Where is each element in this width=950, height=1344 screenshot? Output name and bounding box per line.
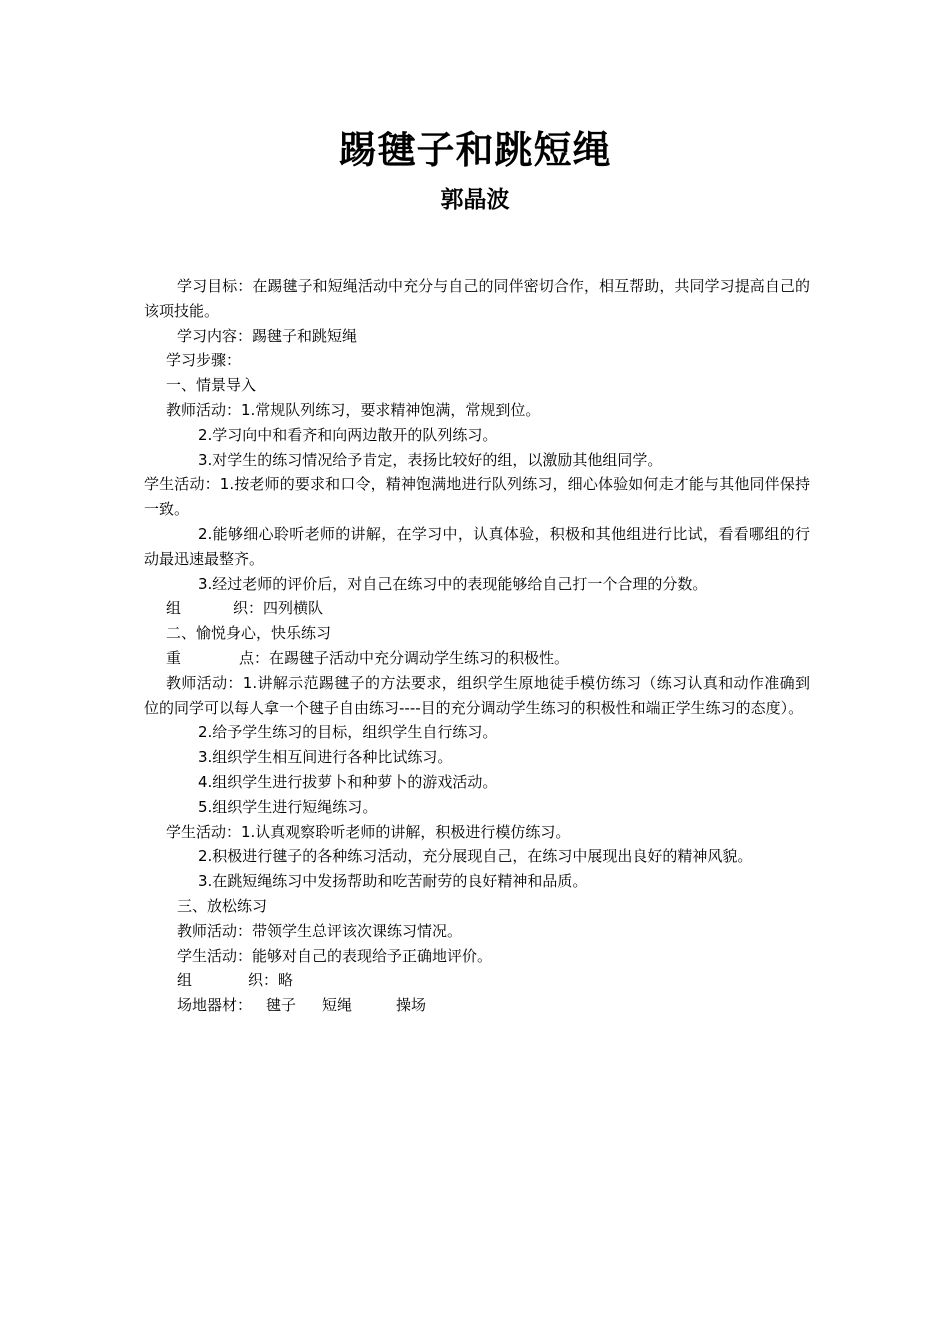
student-activity: 学生活动：能够对自己的表现给予正确地评价。 — [177, 946, 493, 965]
document-author: 郭晶波 — [440, 187, 510, 213]
organization-line — [144, 596, 810, 621]
teacher-activity-item: 5.组织学生进行短绳练习。 — [198, 797, 378, 816]
organization-line — [144, 968, 810, 993]
learning-goal: 学习目标：在踢毽子和短绳活动中充分与自己的同伴密切合作，相互帮助，共同学习提高自己的该项技能。 — [144, 277, 810, 320]
teacher-activity: 教师活动：1.讲解示范踢毽子的方法要求，组织学生原地徒手模仿练习（练习认真和动作准确到位的同学可以每人拿一个毽子自由练习----目的充分调动学生练习的积极性和端正学生练习的态度）。 — [144, 673, 810, 717]
equipment-label: 场地器材： — [177, 996, 253, 1015]
student-activity: 学生活动：1.按老师的要求和口令，精神饱满地进行队列练习，细心体验如何走才能与其他同伴保持一致。 — [144, 475, 810, 519]
equipment-item: 操场 — [396, 996, 427, 1015]
section-heading: 一、情景导入 — [166, 376, 257, 395]
organization-label-b: 织：略 — [248, 971, 294, 990]
student-activity-item: 3.在跳短绳练习中发扬帮助和吃苦耐劳的良好精神和品质。 — [198, 872, 588, 891]
learning-content: 学习内容：踢毽子和跳短绳 — [177, 326, 358, 345]
equipment-item: 短绳 — [322, 996, 353, 1015]
key-point-line — [144, 646, 810, 671]
organization-label-a: 组 — [177, 971, 193, 990]
teacher-activity-item: 4.组织学生进行拔萝卜和种萝卜的游戏活动。 — [198, 772, 498, 791]
student-activity-item: 2.积极进行毽子的各种练习活动，充分展现自己，在练习中展现出良好的精神风貌。 — [198, 847, 753, 866]
organization-label-a: 组 — [166, 599, 182, 618]
student-activity-item: 2.能够细心聆听老师的讲解，在学习中，认真体验，积极和其他组进行比试，看看哪组的行动最迅速最整齐。 — [144, 524, 810, 568]
teacher-activity: 教师活动：1.常规队列练习，要求精神饱满，常规到位。 — [166, 400, 541, 419]
teacher-activity-item: 3.组织学生相互间进行各种比试练习。 — [198, 748, 453, 767]
document-title: 踢毽子和跳短绳 — [338, 128, 612, 172]
section-heading: 二、愉悦身心，快乐练习 — [166, 624, 332, 643]
student-activity: 学生活动：1.认真观察聆听老师的讲解，积极进行模仿练习。 — [166, 822, 571, 841]
teacher-activity-item: 2.学习向中和看齐和向两边散开的队列练习。 — [198, 425, 498, 444]
teacher-activity: 教师活动：带领学生总评该次课练习情况。 — [177, 921, 463, 940]
organization-label-b: 织：四列横队 — [233, 599, 324, 618]
equipment-item: 毽子 — [266, 996, 297, 1015]
document-body — [144, 274, 810, 1018]
equipment-line — [144, 993, 810, 1018]
key-point-label-b: 点：在踢毽子活动中充分调动学生练习的积极性。 — [239, 648, 570, 667]
student-activity-item: 3.经过老师的评价后，对自己在练习中的表现能够给自己打一个合理的分数。 — [198, 574, 708, 593]
teacher-activity-item: 3.对学生的练习情况给予肯定，表扬比较好的组，以激励其他组同学。 — [198, 450, 663, 469]
learning-steps: 学习步骤： — [166, 351, 242, 370]
teacher-activity-item: 2.给予学生练习的目标，组织学生自行练习。 — [198, 723, 498, 742]
key-point-label-a: 重 — [166, 648, 182, 667]
section-heading: 三、放松练习 — [177, 896, 268, 915]
